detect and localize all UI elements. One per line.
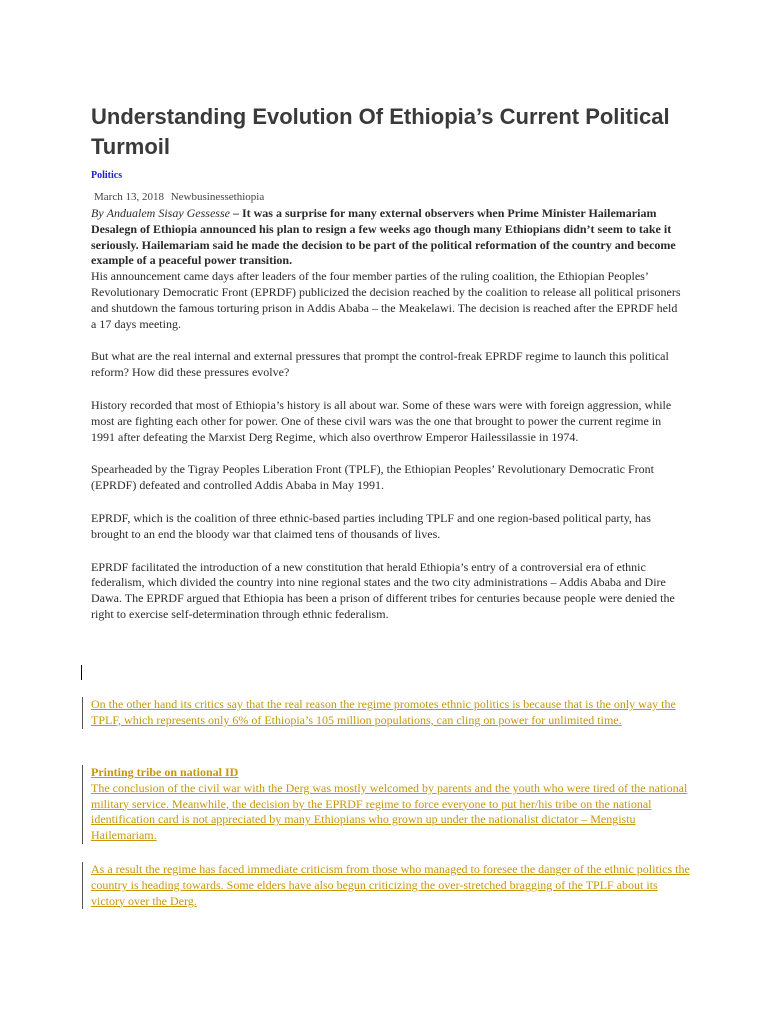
criticism-quote-text[interactable]: As a result the regime has faced immediate criticism from those who managed to foresee the danger of the ethnic politics the country is heading towards. Some elders have also begun criticizing the over-stretched bragging of the TPLF about its victory over the Derg. [91, 862, 690, 908]
national-id-section [82, 765, 691, 844]
body-paragraph-3: History recorded that most of Ethiopia’s history is all about war. Some of these wars were with foreign aggression, while most are fighting each other for power. One of these civil wars was the one that brought to power the current regime in 1991 after defeating the Marxist Derg Regime, which also overthrow Emperor Hailessilassie in 1974. [91, 397, 672, 444]
body-paragraph-6: EPRDF facilitated the introduction of a new constitution that herald Ethiopia’s entry of a controversial era of ethnic federalism, which divided the country into nine regional states and the two city administrations – Addis Ababa and Dire Dawa. The EPRDF argued that Ethiopia has been a prison of different tribes for centuries because people were denied the right to exercise self-determination through ethnic federalism. [91, 559, 675, 621]
source-name: Newbusinessethiopia [170, 191, 265, 203]
article-body [91, 206, 683, 623]
publish-date: March 13, 2018 [94, 191, 164, 203]
critics-quote [82, 697, 691, 729]
article-title: Understanding Evolution Of Ethiopia’s Current Political Turmoil [91, 104, 670, 159]
author-name: Andualem Sisay Gessesse [106, 206, 230, 220]
byline-prefix: By [91, 206, 104, 220]
lead-paragraph [91, 206, 683, 269]
body-paragraph-5: EPRDF, which is the coalition of three ethnic-based parties including TPLF and one region-based political party, has brought to an end the bloody war that claimed tens of thousands of lives. [91, 510, 651, 541]
criticism-quote [82, 862, 691, 909]
critics-quote-text[interactable]: On the other hand its critics say that the real reason the regime promotes ethnic politics is because that is the only way the TPLF, which represents only 6% of Ethiopia’s 105 million populations, can cling on power for unlimited time. [91, 697, 676, 727]
body-paragraph-2: But what are the real internal and external pressures that prompt the control-freak EPRDF regime to launch this political reform? How did these pressures evolve? [91, 349, 669, 380]
lead-text: It was a surprise for many external observers when Prime Minister Hailemariam Desalegn of Ethiopia announced his plan to resign a few weeks ago though many Ethiopians didn’t seem to take it seriously. Hailemariam said he made the decision to be part of the political reformation of the country and become example of a peaceful power transition. [91, 206, 676, 268]
category-link[interactable]: Politics [91, 170, 123, 181]
section-heading[interactable]: Printing tribe on national ID [91, 765, 239, 779]
article-meta [94, 191, 264, 203]
body-paragraph-1: His announcement came days after leaders of the four member parties of the ruling coalition, the Ethiopian Peoples’ Revolutionary Democratic Front (EPRDF) publicized the decision reached by the coalition to release all political prisoners and shutdown the famous torturing prison in Addis Ababa – the Meakelawi. The decision is reached after the EPRDF held a 17 days meeting. [91, 269, 681, 331]
body-paragraph-4: Spearheaded by the Tigray Peoples Liberation Front (TPLF), the Ethiopian Peoples’ Revolutionary Democratic Front (EPRDF) defeated and controlled Addis Ababa in May 1991. [91, 462, 655, 493]
derg-quote-text[interactable]: The conclusion of the civil war with the Derg was mostly welcomed by parents and the youth who were tired of the national military service. Meanwhile, the decision by the EPRDF regime to force everyone to put her/his tribe on the national identification card is not appreciated by many Ethiopians who grown up under the nationalist dictator – Mengistu Hailemariam. [91, 780, 688, 843]
byline-dash: – [232, 206, 239, 220]
text-cursor [81, 665, 82, 680]
